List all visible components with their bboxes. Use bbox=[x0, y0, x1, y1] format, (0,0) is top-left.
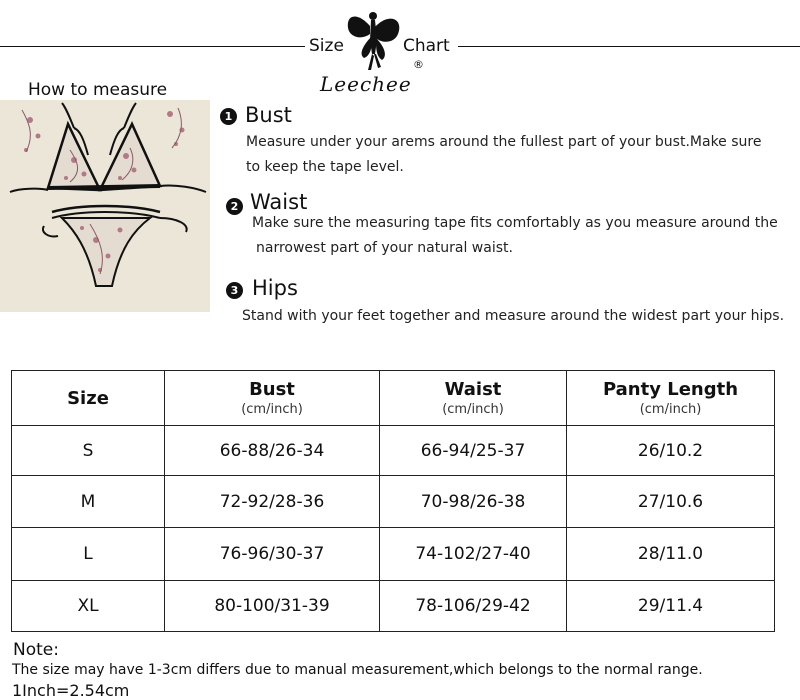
header-waist-unit: (cm/inch) bbox=[442, 402, 504, 417]
table-row bbox=[12, 426, 775, 476]
cell-size: XL bbox=[12, 581, 165, 632]
header-bust-label: Bust bbox=[249, 379, 295, 400]
header-size: Size bbox=[12, 371, 165, 426]
cell-size: M bbox=[12, 476, 165, 528]
cell-size: L bbox=[12, 528, 165, 581]
table-row bbox=[12, 581, 775, 632]
registered-mark: ® bbox=[413, 58, 424, 71]
cell-waist: 78-106/29-42 bbox=[380, 581, 567, 632]
step-3-line-1: Stand with your feet together and measure around the widest part your hips. bbox=[242, 308, 785, 324]
step-1-title: Bust bbox=[245, 103, 292, 127]
header-bust bbox=[165, 371, 380, 426]
step-3-number-icon: 3 bbox=[226, 282, 243, 299]
how-to-measure-label: How to measure bbox=[28, 80, 168, 100]
cell-bust: 66-88/26-34 bbox=[165, 426, 380, 476]
step-1-line-2: to keep the tape level. bbox=[246, 159, 404, 175]
step-2-title: Waist bbox=[250, 190, 308, 214]
step-3-description bbox=[242, 304, 784, 329]
cell-panty-length: 28/11.0 bbox=[567, 528, 775, 581]
header-panty-length-unit: (cm/inch) bbox=[639, 402, 702, 417]
header-panty-length bbox=[567, 371, 775, 426]
cell-waist: 74-102/27-40 bbox=[380, 528, 567, 581]
cell-panty-length: 27/10.6 bbox=[567, 476, 775, 528]
step-2-description bbox=[252, 211, 778, 261]
header-panty-length-label: Panty Length bbox=[602, 379, 739, 400]
size-chart-table bbox=[11, 370, 775, 632]
cell-waist: 66-94/25-37 bbox=[380, 426, 567, 476]
lingerie-product-photo bbox=[0, 100, 210, 312]
header-waist bbox=[380, 371, 567, 426]
step-1-description bbox=[246, 130, 761, 180]
cell-panty-length: 29/11.4 bbox=[567, 581, 775, 632]
note-text: The size may have 1-3cm differs due to manual measurement,which belongs to the normal range. bbox=[12, 662, 703, 678]
cell-bust: 80-100/31-39 bbox=[165, 581, 380, 632]
cell-bust: 76-96/30-37 bbox=[165, 528, 380, 581]
step-3-title: Hips bbox=[252, 276, 298, 300]
chart-title-size: Size bbox=[309, 36, 344, 56]
brand-logo-text: Leechee bbox=[320, 72, 412, 96]
cell-bust: 72-92/28-36 bbox=[165, 476, 380, 528]
step-1-number-icon: 1 bbox=[220, 108, 237, 125]
header-line-right bbox=[458, 46, 800, 47]
header-bust-unit: (cm/inch) bbox=[241, 402, 303, 417]
note-inch-conversion: 1Inch=2.54cm bbox=[12, 681, 130, 700]
cell-waist: 70-98/26-38 bbox=[380, 476, 567, 528]
note-title: Note: bbox=[13, 640, 59, 660]
table-row bbox=[12, 476, 775, 528]
header-line-left bbox=[0, 46, 305, 47]
chart-title-chart: Chart bbox=[403, 36, 450, 56]
step-2-line-2: narrowest part of your natural waist. bbox=[256, 240, 513, 256]
step-2-line-1: Make sure the measuring tape fits comfortably as you measure around the bbox=[252, 215, 778, 231]
cell-panty-length: 26/10.2 bbox=[567, 426, 775, 476]
step-2-number-icon: 2 bbox=[226, 198, 243, 215]
table-row bbox=[12, 528, 775, 581]
step-1-line-1: Measure under your arems around the fullest part of your bust.Make sure bbox=[246, 134, 762, 150]
table-header-row bbox=[12, 371, 775, 426]
cell-size: S bbox=[12, 426, 165, 476]
header-waist-label: Waist bbox=[444, 379, 502, 400]
